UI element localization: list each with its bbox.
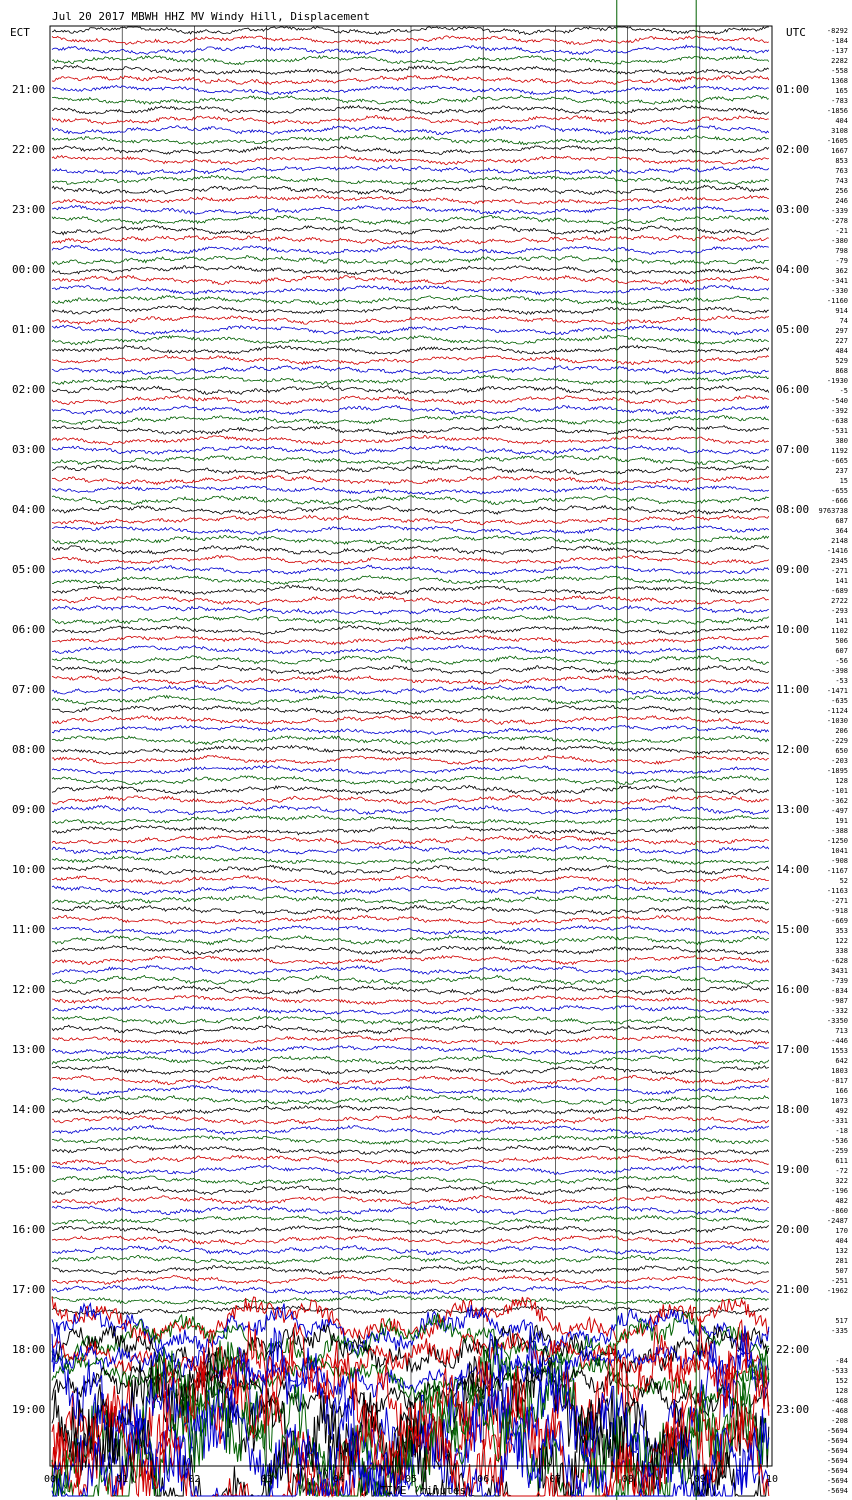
trace-offset-label: 246	[835, 197, 848, 205]
right-hour-label: 08:00	[776, 503, 810, 516]
left-hour-label: 01:00	[12, 323, 46, 336]
trace-offset-label: 1192	[831, 447, 848, 455]
trace-offset-label: -5694	[826, 1447, 848, 1455]
trace-offset-label: -497	[831, 807, 848, 815]
trace-offset-label: 507	[835, 1267, 848, 1275]
trace-offset-label: 1553	[831, 1047, 848, 1055]
trace-offset-label: -1167	[826, 867, 848, 875]
trace-offset-label: -341	[831, 277, 848, 285]
x-tick-label: 02	[188, 1474, 201, 1485]
trace-offset-label: 3108	[831, 127, 848, 135]
trace-offset-label: -1250	[826, 837, 848, 845]
trace-offset-label: 1667	[831, 147, 848, 155]
right-hour-label: 04:00	[776, 263, 810, 276]
left-hour-label: 10:00	[12, 863, 46, 876]
trace-offset-label: 743	[835, 177, 848, 185]
trace-offset-label: -468	[831, 1397, 848, 1405]
right-hour-label: 10:00	[776, 623, 810, 636]
trace-offset-label: -184	[831, 37, 848, 45]
trace-offset-label: -392	[831, 407, 848, 415]
right-hour-label: 18:00	[776, 1103, 810, 1116]
trace-offset-label: -5694	[826, 1467, 848, 1475]
trace-offset-label: 404	[835, 117, 848, 125]
trace-offset-label: -330	[831, 287, 848, 295]
trace-offset-label: -665	[831, 457, 848, 465]
trace-offset-label: -628	[831, 957, 848, 965]
trace-offset-label: -1030	[826, 717, 848, 725]
right-hour-label: 12:00	[776, 743, 810, 756]
trace-offset-label: 853	[835, 157, 848, 165]
trace-offset-label: -655	[831, 487, 848, 495]
trace-offset-label: -987	[831, 997, 848, 1005]
trace-offset-label: -72	[835, 1167, 848, 1175]
trace-offset-label: -3350	[826, 1017, 848, 1025]
right-hour-label: 02:00	[776, 143, 810, 156]
trace-offset-label: 1803	[831, 1067, 848, 1075]
trace-offset-label: 128	[835, 1387, 848, 1395]
x-tick-label: 05	[404, 1474, 418, 1485]
trace-offset-label: -860	[831, 1207, 848, 1215]
right-hour-label: 09:00	[776, 563, 810, 576]
trace-offset-label: 122	[835, 937, 848, 945]
trace-offset-label: 297	[835, 327, 848, 335]
trace-offset-label: 2345	[831, 557, 848, 565]
trace-offset-label: -5694	[826, 1477, 848, 1485]
right-hour-label: 11:00	[776, 683, 810, 696]
x-axis-label: TIME (minutes)	[380, 1484, 473, 1497]
left-hour-label: 22:00	[12, 143, 46, 156]
trace-offset-label: 713	[835, 1027, 848, 1035]
trace-offset-label: -638	[831, 417, 848, 425]
trace-offset-label: -137	[831, 47, 848, 55]
trace-offset-label: -739	[831, 977, 848, 985]
left-hour-label: 18:00	[12, 1343, 46, 1356]
trace-offset-label: -1856	[826, 107, 848, 115]
trace-offset-label: -783	[831, 97, 848, 105]
trace-offset-label: 128	[835, 777, 848, 785]
trace-offset-label: -84	[835, 1357, 848, 1365]
trace-offset-label: -5694	[826, 1487, 848, 1495]
left-hour-label: 03:00	[12, 443, 46, 456]
trace-offset-label: -1416	[826, 547, 848, 555]
trace-offset-label: 364	[835, 527, 848, 535]
left-hour-label: 05:00	[12, 563, 46, 576]
trace-offset-label: 237	[835, 467, 848, 475]
left-hour-label: 13:00	[12, 1043, 46, 1056]
trace-offset-label: 166	[835, 1087, 848, 1095]
trace-offset-label: -446	[831, 1037, 848, 1045]
trace-offset-label: 380	[835, 437, 848, 445]
trace-offset-label: 611	[835, 1157, 848, 1165]
trace-offset-label: -259	[831, 1147, 848, 1155]
trace-offset-label: -278	[831, 217, 848, 225]
trace-offset-label: -817	[831, 1077, 848, 1085]
chart-title: Jul 20 2017 MBWH HHZ MV Windy Hill, Displacement	[52, 10, 370, 23]
trace-offset-label: 650	[835, 747, 848, 755]
trace-offset-label: 1368	[831, 77, 848, 85]
x-tick-label: 01	[116, 1474, 129, 1485]
trace-offset-label: -339	[831, 207, 848, 215]
trace-offset-label: 482	[835, 1197, 848, 1205]
trace-offset-label: -5	[839, 387, 848, 395]
trace-offset-label: -666	[831, 497, 848, 505]
trace-offset-label: 9763738	[818, 507, 848, 515]
right-hour-label: 15:00	[776, 923, 810, 936]
trace-offset-label: -1160	[826, 297, 848, 305]
x-tick-label: 10	[765, 1474, 779, 1485]
x-tick-label: 09	[693, 1474, 706, 1485]
trace-offset-label: 798	[835, 247, 848, 255]
x-tick-label: 04	[332, 1474, 345, 1485]
right-hour-label: 23:00	[776, 1403, 810, 1416]
x-tick-label: 03	[260, 1474, 273, 1485]
trace-offset-label: 165	[835, 87, 848, 95]
right-hour-label: 14:00	[776, 863, 810, 876]
left-hour-label: 00:00	[12, 263, 46, 276]
left-hour-label: 14:00	[12, 1103, 46, 1116]
trace-offset-label: 642	[835, 1057, 848, 1065]
trace-offset-label: 914	[835, 307, 848, 315]
trace-offset-label: -293	[831, 607, 848, 615]
trace-offset-label: -208	[831, 1417, 848, 1425]
trace-offset-label: -834	[831, 987, 848, 995]
trace-offset-label: -1124	[826, 707, 848, 715]
trace-offset-label: -203	[831, 757, 848, 765]
trace-offset-label: 529	[835, 357, 848, 365]
trace-offset-label: -533	[831, 1367, 848, 1375]
right-hour-label: 03:00	[776, 203, 810, 216]
right-hour-label: 20:00	[776, 1223, 810, 1236]
trace-offset-label: 74	[839, 317, 848, 325]
trace-offset-label: -21	[835, 227, 848, 235]
trace-offset-label: -1605	[826, 137, 848, 145]
trace-offset-label: 227	[835, 337, 848, 345]
right-timezone-label: UTC	[786, 26, 806, 39]
trace-offset-label: -1895	[826, 767, 848, 775]
trace-offset-label: -908	[831, 857, 848, 865]
x-tick-label: 08	[621, 1474, 634, 1485]
right-hour-label: 16:00	[776, 983, 810, 996]
trace-offset-label: -398	[831, 667, 848, 675]
trace-offset-label: 763	[835, 167, 848, 175]
trace-offset-label: -5694	[826, 1437, 848, 1445]
trace-offset-label: 517	[835, 1317, 848, 1325]
trace-offset-label: -271	[831, 567, 848, 575]
trace-offset-label: 338	[835, 947, 848, 955]
trace-offset-label: -689	[831, 587, 848, 595]
left-timezone-label: ECT	[10, 26, 30, 39]
trace-offset-label: -335	[831, 1327, 848, 1335]
trace-offset-label: 1102	[831, 627, 848, 635]
trace-offset-label: -540	[831, 397, 848, 405]
trace-offset-label: 15	[839, 477, 848, 485]
left-hour-label: 19:00	[12, 1403, 46, 1416]
left-hour-label: 06:00	[12, 623, 46, 636]
trace-offset-label: 2148	[831, 537, 848, 545]
trace-offset-label: -196	[831, 1187, 848, 1195]
trace-offset-label: -101	[831, 787, 848, 795]
trace-offset-label: 687	[835, 517, 848, 525]
trace-offset-label: -2487	[826, 1217, 848, 1225]
trace-offset-label: -229	[831, 737, 848, 745]
trace-offset-label: -1930	[826, 377, 848, 385]
trace-offset-label: 281	[835, 1257, 848, 1265]
left-hour-label: 15:00	[12, 1163, 46, 1176]
left-hour-label: 21:00	[12, 83, 46, 96]
right-hour-label: 22:00	[776, 1343, 810, 1356]
trace-offset-label: -362	[831, 797, 848, 805]
trace-offset-label: -669	[831, 917, 848, 925]
left-hour-label: 12:00	[12, 983, 46, 996]
left-hour-label: 11:00	[12, 923, 46, 936]
right-hour-label: 21:00	[776, 1283, 810, 1296]
trace-offset-label: -56	[835, 657, 848, 665]
trace-offset-label: -1163	[826, 887, 848, 895]
right-hour-label: 01:00	[776, 83, 810, 96]
trace-offset-label: 256	[835, 187, 848, 195]
trace-offset-label: 1041	[831, 847, 848, 855]
trace-offset-label: 353	[835, 927, 848, 935]
trace-offset-label: -53	[835, 677, 848, 685]
trace-offset-label: 2722	[831, 597, 848, 605]
trace-offset-label: -331	[831, 1117, 848, 1125]
left-hour-label: 17:00	[12, 1283, 46, 1296]
trace-offset-label: 404	[835, 1237, 848, 1245]
trace-offset-label: 2282	[831, 57, 848, 65]
trace-offset-label: -251	[831, 1277, 848, 1285]
trace-offset-label: 132	[835, 1247, 848, 1255]
trace-offset-label: -5694	[826, 1427, 848, 1435]
trace-offset-label: -468	[831, 1407, 848, 1415]
trace-offset-label: -18	[835, 1127, 848, 1135]
trace-offset-label: 1073	[831, 1097, 848, 1105]
trace-offset-label: 191	[835, 817, 848, 825]
trace-offset-label: 607	[835, 647, 848, 655]
trace-offset-label: 141	[835, 577, 848, 585]
left-hour-label: 23:00	[12, 203, 46, 216]
trace-offset-label: -531	[831, 427, 848, 435]
trace-offset-label: 52	[839, 877, 848, 885]
trace-offset-label: 506	[835, 637, 848, 645]
right-hour-label: 19:00	[776, 1163, 810, 1176]
trace-offset-label: 3431	[831, 967, 848, 975]
trace-offset-label: 868	[835, 367, 848, 375]
trace-offset-label: 492	[835, 1107, 848, 1115]
left-hour-label: 08:00	[12, 743, 46, 756]
trace-offset-label: -79	[835, 257, 848, 265]
trace-offset-label: -1962	[826, 1287, 848, 1295]
right-hour-label: 13:00	[776, 803, 810, 816]
trace-offset-label: -558	[831, 67, 848, 75]
trace-offset-label: -8292	[826, 27, 848, 35]
x-tick-label: 00	[43, 1474, 57, 1485]
trace-offset-label: -388	[831, 827, 848, 835]
x-tick-label: 07	[549, 1474, 562, 1485]
trace-offset-label: -536	[831, 1137, 848, 1145]
trace-offset-label: 206	[835, 727, 848, 735]
right-hour-label: 05:00	[776, 323, 810, 336]
x-tick-label: 06	[477, 1474, 490, 1485]
trace-offset-label: -635	[831, 697, 848, 705]
trace-offset-label: 152	[835, 1377, 848, 1385]
trace-offset-label: -380	[831, 237, 848, 245]
left-hour-label: 16:00	[12, 1223, 46, 1236]
right-hour-label: 07:00	[776, 443, 810, 456]
trace-offset-label: 170	[835, 1227, 848, 1235]
left-hour-label: 09:00	[12, 803, 46, 816]
trace-offset-label: 141	[835, 617, 848, 625]
trace-offset-label: 484	[835, 347, 848, 355]
left-hour-label: 07:00	[12, 683, 46, 696]
right-hour-label: 17:00	[776, 1043, 810, 1056]
right-hour-label: 06:00	[776, 383, 810, 396]
left-hour-label: 04:00	[12, 503, 46, 516]
trace-offset-label: -271	[831, 897, 848, 905]
trace-offset-label: -918	[831, 907, 848, 915]
trace-offset-label: -1471	[826, 687, 848, 695]
trace-offset-label: -5694	[826, 1457, 848, 1465]
trace-offset-label: 322	[835, 1177, 848, 1185]
left-hour-label: 02:00	[12, 383, 46, 396]
trace-offset-label: -332	[831, 1007, 848, 1015]
trace-offset-label: 362	[835, 267, 848, 275]
